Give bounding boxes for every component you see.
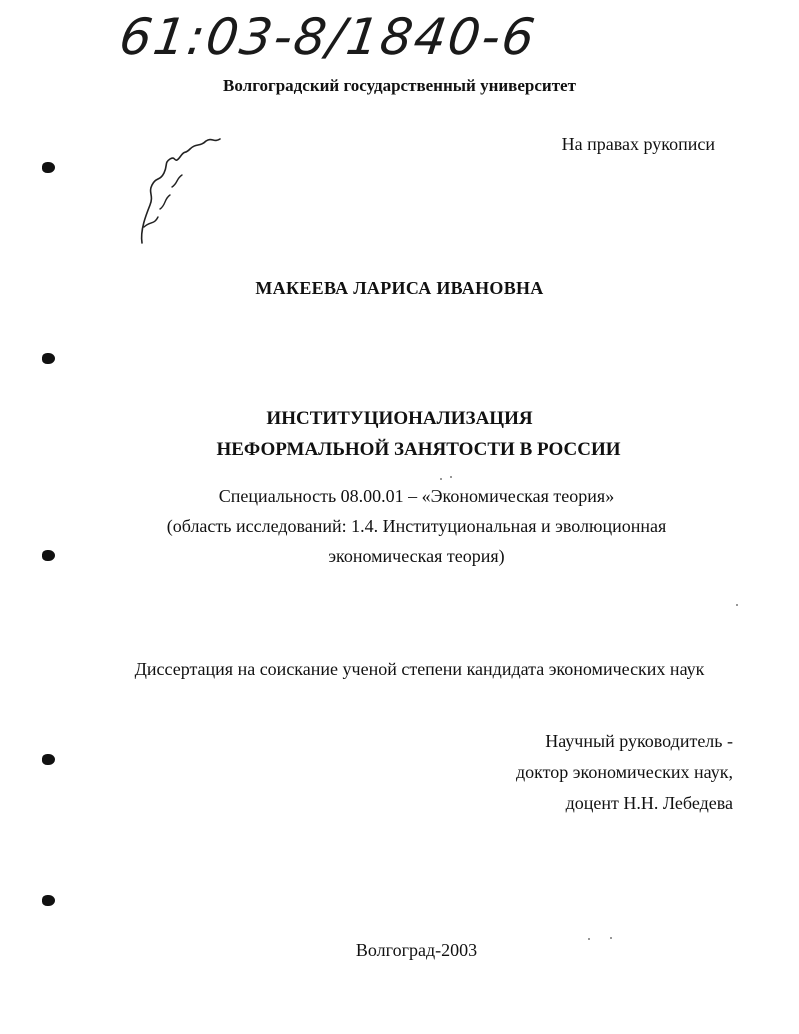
research-area-line-2: экономическая теория) [328,546,505,566]
research-area-line-1: (область исследований: 1.4. Институциональная и эволюционная [166,516,667,536]
scan-speck [736,604,738,606]
specialty-line: Специальность 08.00.01 – «Экономическая теория» [218,486,615,506]
handwritten-archive-code: 61:03-8/1840-6 [115,8,540,66]
punch-hole-mark [42,754,55,765]
dissertation-title-line-1: ИНСТИТУЦИОНАЛИЗАЦИЯ [266,408,533,429]
scan-speck [610,937,612,939]
rights-note: На правах рукописи [561,134,715,154]
scan-speck [450,476,452,478]
degree-statement: Диссертация на соискание ученой степени кандидата экономических наук [134,659,705,679]
supervisor-name: доцент Н.Н. Лебедева [565,793,733,813]
supervisor-degree: доктор экономических наук, [516,762,733,782]
university-name: Волгоградский государственный университет [223,76,576,95]
punch-hole-mark [42,162,55,173]
author-name: МАКЕЕВА ЛАРИСА ИВАНОВНА [255,278,544,298]
city-year: Волгоград-2003 [355,940,478,960]
scan-speck [440,478,442,480]
supervisor-block [516,726,733,819]
dissertation-title-line-2: НЕФОРМАЛЬНОЙ ЗАНЯТОСТИ В РОССИИ [216,439,621,460]
handwritten-signature [130,135,230,250]
punch-hole-mark [42,353,55,364]
supervisor-role: Научный руководитель - [545,731,733,751]
punch-hole-mark [42,895,55,906]
